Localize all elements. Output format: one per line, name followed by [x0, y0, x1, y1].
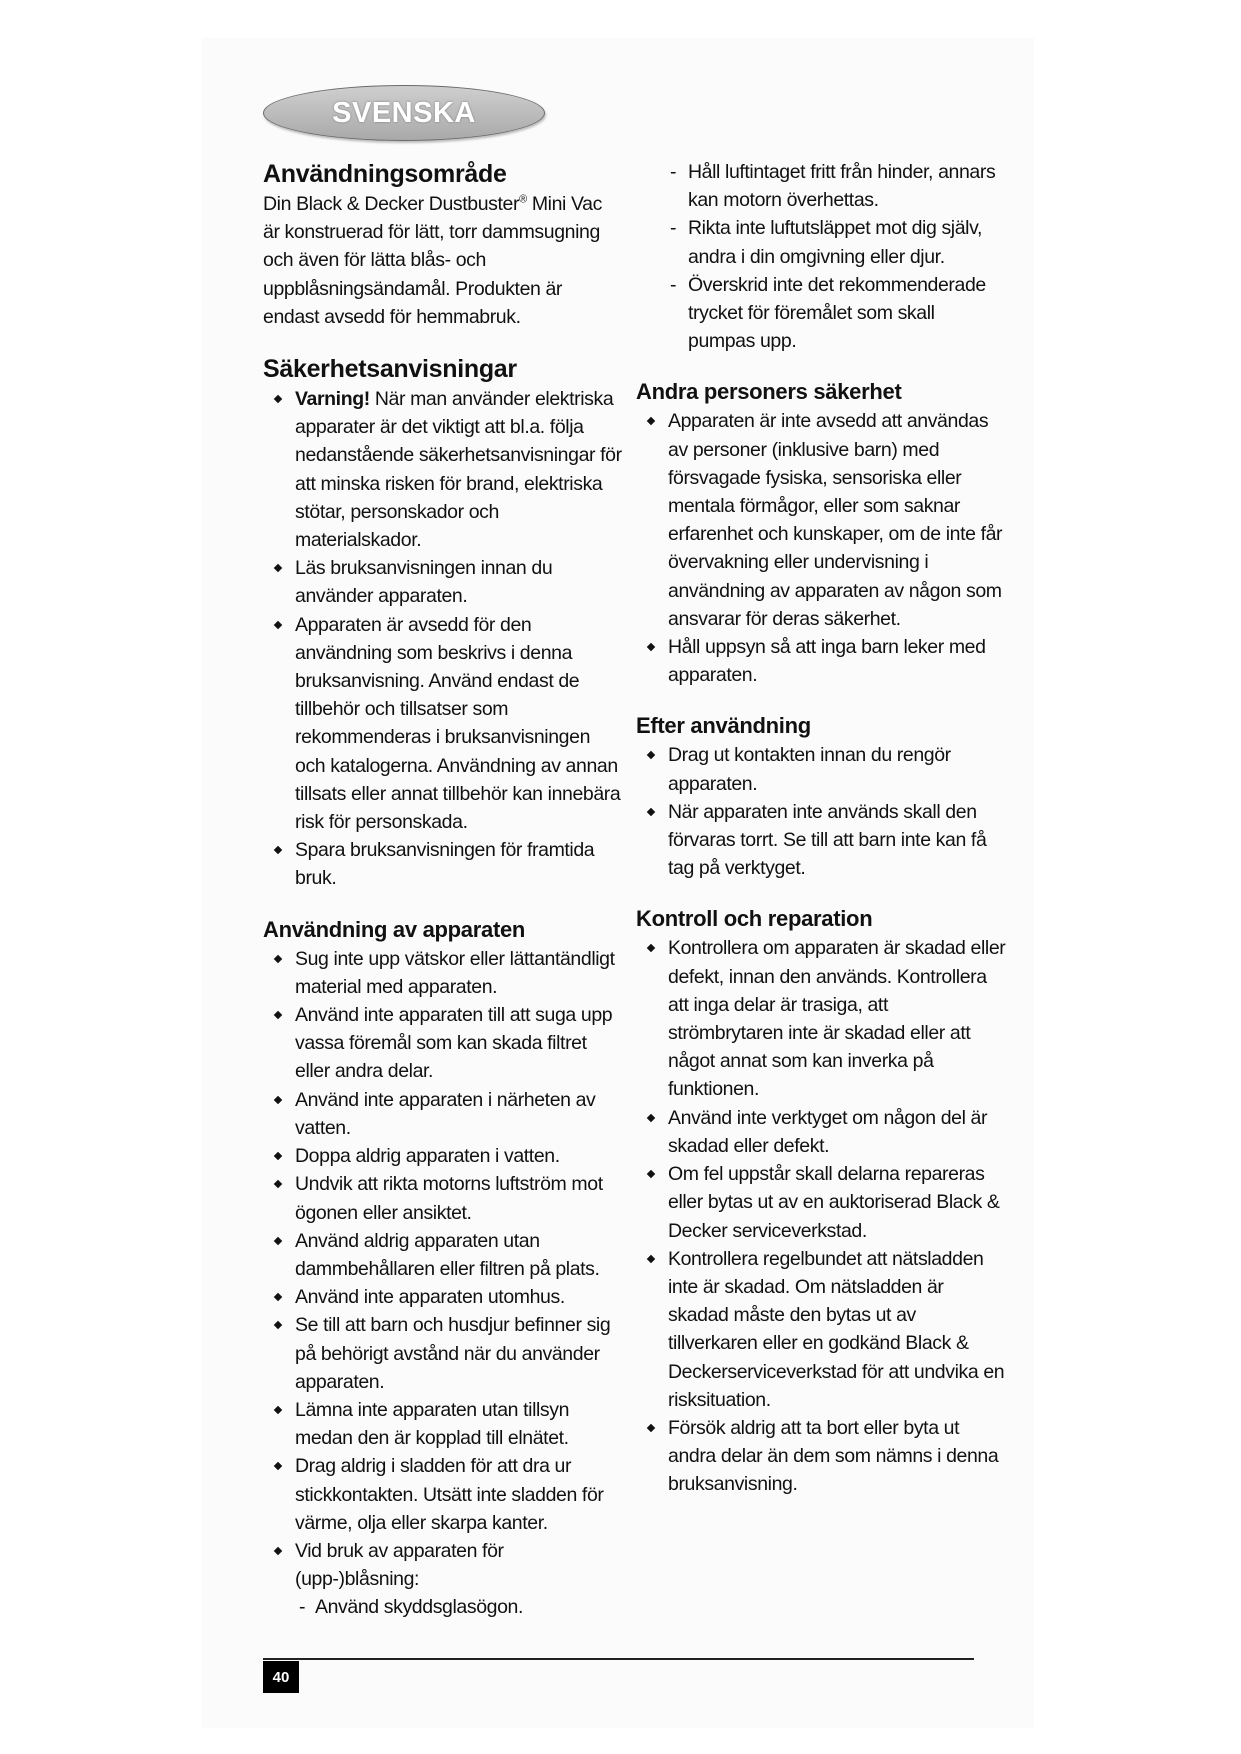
list-item: Drag aldrig i sladden för att dra ur stickkontakten. Utsätt inte sladden för värme, olja eller skarpa kanter. [263, 1452, 623, 1537]
footer-divider [263, 1658, 974, 1660]
usage-text-post: Mini Vac är konstruerad för lätt, torr dammsugning och även för lätta blås- och uppblåsningsändamål. Produkten är endast avsedd för hemmabruk. [263, 193, 602, 328]
usage-heading: Användningsområde [263, 160, 507, 188]
list-item: Använd inte apparaten utomhus. [263, 1283, 623, 1311]
list-item: Använd inte verktyget om någon del är skadad eller defekt. [636, 1104, 1006, 1160]
sub-list-item: - Rikta inte luftutsläppet mot dig själv, andra i din omgivning eller djur. [636, 214, 1006, 270]
repair-heading: Kontroll och reparation [636, 906, 873, 932]
usage-text-pre: Din Black & Decker Dustbuster [263, 193, 520, 215]
page-number: 40 [263, 1661, 299, 1693]
list-item: Doppa aldrig apparaten i vatten. [263, 1142, 623, 1170]
blowing-sublist [295, 1593, 623, 1621]
sub-list-item: - Håll luftintaget fritt från hinder, annars kan motorn överhettas. [636, 158, 1006, 214]
repair-list [636, 934, 1006, 1498]
list-item: Spara bruksanvisningen för framtida bruk. [263, 836, 623, 892]
list-item: Lämna inte apparaten utan tillsyn medan den är kopplad till elnätet. [263, 1396, 623, 1452]
language-badge [263, 85, 545, 141]
warning-label: Varning! [295, 388, 370, 411]
right-column [636, 158, 1006, 1499]
list-item: Använd inte apparaten i närheten av vatten. [263, 1086, 623, 1142]
list-item: Använd inte apparaten till att suga upp vassa föremål som kan skada filtret eller andra delar. [263, 1001, 623, 1086]
usage-paragraph [263, 190, 623, 331]
blowing-intro: Vid bruk av apparaten för (upp-)blåsning: [295, 1539, 504, 1591]
warning-text: När man använder elektriska apparater är det viktigt att bl.a. följa nedanstående säkerhetsanvisningar för att minska risken för brand, elektriska stötar, personskador och materialskador. [295, 388, 622, 552]
blowing-continued-list [636, 158, 1006, 355]
safety-list [263, 385, 623, 893]
list-item: Kontrollera regelbundet att nätsladden inte är skadad. Om nätsladden är skadad måste den bytas ut av tillverkaren eller en godkänd Black & Deckerserviceverkstad för att undvika en risksituation. [636, 1245, 1006, 1414]
list-item: Om fel uppstår skall delarna repareras eller bytas ut av en auktoriserad Black & Decker serviceverkstad. [636, 1160, 1006, 1245]
list-item: Försök aldrig att ta bort eller byta ut andra delar än dem som nämns i denna bruksanvisning. [636, 1414, 1006, 1499]
language-label: SVENSKA [332, 96, 476, 129]
list-item: Använd aldrig apparaten utan dammbehållaren eller filtren på plats. [263, 1227, 623, 1283]
list-item: Kontrollera om apparaten är skadad eller defekt, innan den används. Kontrollera att inga delar är trasiga, att strömbrytaren inte är skadad eller att något annat som kan inverka på funktionen. [636, 934, 1006, 1103]
list-item: Apparaten är avsedd för den användning som beskrivs i denna bruksanvisning. Använd endast de tillbehör och tillsatser som rekommenderas i bruksanvisningen och katalogerna. Användning av annan tillsats eller annat tillbehör kan innebära risk för personskada. [263, 611, 623, 837]
list-item [263, 1537, 623, 1622]
use-list [263, 945, 623, 1622]
list-item: Drag ut kontakten innan du rengör apparaten. [636, 741, 1006, 797]
others-safety-list [636, 407, 1006, 689]
list-item: När apparaten inte används skall den förvaras torrt. Se till att barn inte kan få tag på verktyget. [636, 798, 1006, 883]
after-use-list [636, 741, 1006, 882]
use-heading: Användning av apparaten [263, 916, 526, 942]
safety-heading: Säkerhetsanvisningar [263, 355, 517, 384]
sub-list-item: - Använd skyddsglasögon. [295, 1593, 623, 1621]
list-item: Håll uppsyn så att inga barn leker med apparaten. [636, 633, 1006, 689]
list-item: Sug inte upp vätskor eller lättantändligt material med apparaten. [263, 945, 623, 1001]
left-column [263, 158, 623, 1622]
list-item: Läs bruksanvisningen innan du använder apparaten. [263, 554, 623, 610]
others-safety-heading: Andra personers säkerhet [636, 379, 902, 405]
sub-list-item: - Överskrid inte det rekommenderade trycket för föremålet som skall pumpas upp. [636, 271, 1006, 356]
after-use-heading: Efter användning [636, 713, 811, 739]
list-item: Apparaten är inte avsedd att användas av personer (inklusive barn) med försvagade fysiska, sensoriska eller mentala förmågor, eller som saknar erfarenhet och kunskaper, om de inte får övervakning eller undervisning i användning av apparaten av någon som ansvarar för deras säkerhet. [636, 407, 1006, 633]
list-item: Se till att barn och husdjur befinner sig på behörigt avstånd när du använder apparaten. [263, 1311, 623, 1396]
registered-mark: ® [519, 193, 527, 206]
list-item: Undvik att rikta motorns luftström mot ögonen eller ansiktet. [263, 1170, 623, 1226]
list-item [263, 385, 623, 554]
